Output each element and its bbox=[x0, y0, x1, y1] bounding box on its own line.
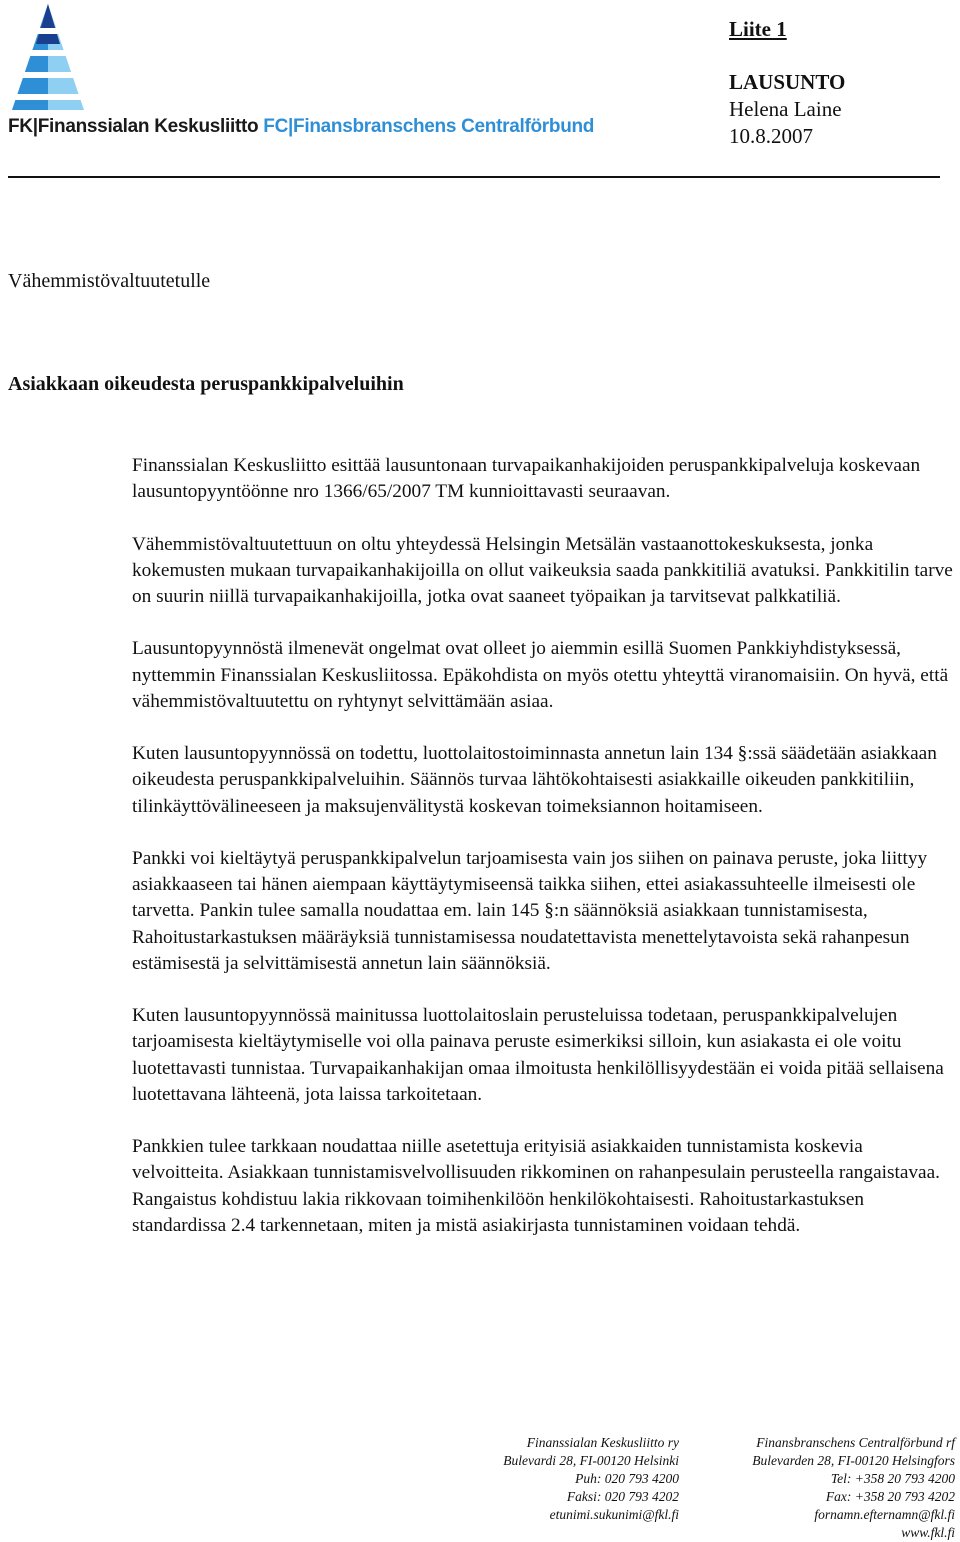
fk-logo-icon bbox=[8, 4, 88, 114]
logo-text-fk: FK|Finanssialan Keskusliitto bbox=[8, 116, 259, 137]
footer-finnish bbox=[470, 1434, 679, 1524]
paragraph: Kuten lausuntopyynnössä mainitussa luottolaitoslain perusteluissa todetaan, peruspankkipalvelujen tarjoamisesta kieltäytymiselle voi olla painava peruste esimerkiksi silloin, kun asiakasta ei ole voitu luotettavasti tunnistaa. Turvapaikanhakijan omaa ilmoitusta henkilöllisyydestään ei voida pitää sellaisena luotettavana lähteenä, jota laissa tarkoitetaan. bbox=[132, 1005, 944, 1105]
footer-org-name: Finansbranschens Centralförbund rf bbox=[756, 1435, 955, 1450]
logo-wordmark bbox=[8, 116, 594, 138]
footer-website: www.fkl.fi bbox=[901, 1525, 955, 1540]
document-header bbox=[729, 16, 845, 150]
footer-email: fornamn.efternamn@fkl.fi bbox=[814, 1507, 955, 1522]
document-title: Asiakkaan oikeudesta peruspankkipalveluihin bbox=[8, 373, 404, 395]
document-type: LAUSUNTO bbox=[729, 70, 846, 94]
footer-address: Bulevarden 28, FI-00120 Helsingfors bbox=[752, 1453, 955, 1468]
logo-text-fc: FC|Finansbranschens Centralförbund bbox=[263, 116, 595, 137]
paragraph: Pankkien tulee tarkkaan noudattaa niille asetettuja erityisiä asiakkaiden tunnistamista koskevia velvoitteita. Asiakkaan tunnistamisvelvollisuuden rikkominen on rahanpesulain perusteella rangaistavaa. Rangaistus kohdistuu lakia rikkovaan toimihenkilöön henkilökohtaisesti. Rahoitustarkastuksen standardissa 2.4 tarkennetaan, miten ja mistä asiakirjasta tunnistaminen voidaan tehdä. bbox=[132, 1136, 940, 1236]
header-divider bbox=[8, 176, 940, 178]
footer-phone: Puh: 020 793 4200 bbox=[575, 1471, 679, 1486]
author-name: Helena Laine bbox=[729, 97, 842, 121]
paragraph: Lausuntopyynnöstä ilmenevät ongelmat ovat olleet jo aiemmin esillä Suomen Pankkiyhdistyksessä, nyttemmin Finanssialan Keskusliitossa. Epäkohdista on myös otettu yhteyttä viranomaisiin. On hyvä, että vähemmistövaltuutettu on ryhtynyt selvittämään asiaa. bbox=[132, 638, 949, 712]
document-body bbox=[132, 453, 954, 1265]
paragraph: Pankki voi kieltäytyä peruspankkipalvelun tarjoamisesta vain jos siihen on painava peruste, joka liittyy asiakkaaseen tai hänen aiempaan käyttäytymiseensä taikka siihen, ettei asiakassuhteelle ilmeisesti ole tarvetta. Pankin tulee samalla noudattaa em. lain 145 §:n säännöksiä asiakkaan tunnistamisesta, Rahoitustarkastuksen määräyksiä tunnistamisessa noudatettavista menettelytavoista sekä rahanpesun estämisestä ja selvittämisestä annetun lain säännöksiä. bbox=[132, 847, 928, 974]
footer-swedish bbox=[705, 1434, 955, 1542]
footer-address: Bulevardi 28, FI-00120 Helsinki bbox=[503, 1453, 679, 1468]
paragraph: Kuten lausuntopyynnössä on todettu, luottolaitostoiminnasta annetun lain 134 §:ssä säädetään asiakkaan oikeudesta peruspankkipalveluihin. Säännös turvaa lähtökohtaisesti asiakkaille oikeuden pankkitiliin, tilinkäyttövälineeseen ja maksujenvälitystä koskevan toimeksiannon hoitamiseen. bbox=[132, 743, 937, 817]
footer-email: etunimi.sukunimi@fkl.fi bbox=[549, 1507, 679, 1522]
footer-org-name: Finanssialan Keskusliitto ry bbox=[526, 1435, 679, 1450]
recipient: Vähemmistövaltuutetulle bbox=[8, 270, 211, 292]
footer-phone: Tel: +358 20 793 4200 bbox=[830, 1471, 955, 1486]
document-date: 10.8.2007 bbox=[729, 124, 813, 148]
footer-fax: Faksi: 020 793 4202 bbox=[566, 1489, 679, 1504]
footer-fax: Fax: +358 20 793 4202 bbox=[825, 1489, 955, 1504]
paragraph: Vähemmistövaltuutettuun on oltu yhteydessä Helsingin Metsälän vastaanottokeskuksesta, jonka kokemusten mukaan turvapaikanhakijoilla on ollut vaikeuksia saada pankkitiliä avatuksi. Pankkitilin tarve on suurin niillä turvapaikanhakijoilla, jotka ovat saaneet työpaikan ja tarvitsevat palkkatiliä. bbox=[132, 533, 953, 607]
paragraph: Finanssialan Keskusliitto esittää lausuntonaan turvapaikanhakijoiden peruspankkipalveluja koskevaan lausuntopyyntöönne nro 1366/65/2007 TM kunnioittavasti seuraavan. bbox=[132, 455, 921, 503]
attachment-label: Liite 1 bbox=[729, 17, 787, 41]
